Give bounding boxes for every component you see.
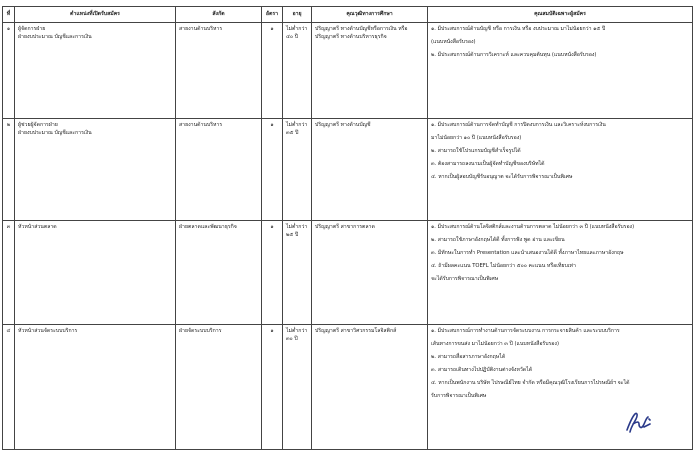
- header-age: อายุ: [283, 7, 312, 23]
- qualification-line: ๓. ต้องสามารถลงนามเป็นผู้จัดทำบัญชีของบริษัทได้: [431, 161, 545, 168]
- education-cell: [312, 221, 428, 325]
- qualifications-cell: [428, 221, 693, 325]
- qualification-line: มาไม่น้อยกว่า ๑๐ ปี (แนบหนังสือรับรอง): [431, 135, 522, 142]
- position-title: หัวหน้าส่วนตลาด: [18, 224, 57, 230]
- department-cell: สายงานด้านบริหาร: [176, 119, 262, 221]
- qualification-line: จะได้รับการพิจารณาเป็นพิเศษ: [431, 276, 499, 283]
- row-number: ๒: [3, 119, 15, 221]
- table-row: [3, 23, 693, 119]
- age-value: ๒๕ ปี: [286, 232, 299, 239]
- qualifications-cell: [428, 119, 693, 221]
- header-position: ตำแหน่งที่เปิดรับสมัคร: [15, 7, 176, 23]
- age-label: ไม่ต่ำกว่า: [286, 122, 308, 128]
- age-value: ๓๐ ปี: [286, 336, 298, 343]
- education-line: ปริญญาตรี สาขาการตลาด: [315, 224, 375, 230]
- age-cell: [283, 119, 312, 221]
- education-cell: [312, 325, 428, 450]
- age-label: ไม่ต่ำกว่า: [286, 328, 308, 334]
- qualification-line: ๑. มีประสบการณ์การทำงานด้านการจัดระบบงาน การกระจายสินค้า และระบบบริการ: [431, 328, 620, 334]
- age-value: ๓๕ ปี: [286, 130, 299, 137]
- position-cell: [15, 119, 176, 221]
- age-label: ไม่ต่ำกว่า: [286, 26, 308, 32]
- count-cell: ๑: [262, 119, 283, 221]
- age-cell: [283, 23, 312, 119]
- education-cell: [312, 23, 428, 119]
- department-cell: สายงานด้านบริหาร: [176, 23, 262, 119]
- position-division: ฝ่ายงบประมาณ บัญชีและการเงิน: [18, 34, 92, 41]
- header-no: ที่: [3, 7, 15, 23]
- qualification-line: เส้นทางการขนส่ง มาไม่น้อยกว่า ๓ ปี (แนบหนังสือรับรอง): [431, 341, 559, 348]
- header-count: อัตรา: [262, 7, 283, 23]
- count-cell: ๑: [262, 221, 283, 325]
- education-cell: [312, 119, 428, 221]
- table-row: [3, 221, 693, 325]
- age-value: ๔๐ ปี: [286, 34, 299, 41]
- education-line: ปริญญาตรี ทางด้านบัญชี: [315, 122, 371, 128]
- header-education: คุณวุฒิทางการศึกษา: [312, 7, 428, 23]
- age-label: ไม่ต่ำกว่า: [286, 224, 308, 230]
- position-cell: [15, 325, 176, 450]
- handwritten-signature: [624, 408, 654, 436]
- qualification-line: ๑. มีประสบการณ์ด้านโลจิสติกส์และงานด้านการตลาด ไม่น้อยกว่า ๓ ปี (แนบหนังสือรับรอง): [431, 224, 635, 230]
- qualification-line: ๒. สามารถใช้โปรแกรมบัญชีสำเร็จรูปได้: [431, 148, 521, 155]
- qualifications-cell: [428, 23, 693, 119]
- qualification-line: ๒. สามารถใช้ภาษาอังกฤษได้ดี ทั้งการฟัง พูด อ่าน และเขียน: [431, 237, 565, 244]
- education-line: ปริญญาตรี ทางด้านบัญชีหรือการเงิน หรือ: [315, 26, 408, 32]
- count-cell: ๑: [262, 23, 283, 119]
- qualification-line: ๑. มีประสบการณ์ด้านการจัดทำบัญชี การปิดงบการเงิน และวิเคราะห์งบการเงิน: [431, 122, 606, 128]
- qualification-line: ๑. มีประสบการณ์ด้านบัญชี หรือ การเงิน หรือ งบประมาณ มาไม่น้อยกว่า ๑๕ ปี: [431, 26, 606, 32]
- count-cell: ๑: [262, 325, 283, 450]
- header-qualifications: คุณสมบัติเฉพาะผู้สมัคร: [428, 7, 693, 23]
- department-cell: ฝ่ายจัดระบบบริการ: [176, 325, 262, 450]
- table-row: [3, 119, 693, 221]
- qualification-line: ๔. หากเป็นพนักงาน บริษัท ไปรษณีย์ไทย จำกัด หรือมีคุณวุฒิโรงเรียนการไปรษณีย์ฯ จะได้: [431, 380, 630, 387]
- position-title: ผู้จัดการฝ่าย: [18, 26, 46, 32]
- position-cell: [15, 221, 176, 325]
- table-row: [3, 325, 693, 450]
- row-number: ๓: [3, 221, 15, 325]
- qualification-line: รับการพิจารณาเป็นพิเศษ: [431, 393, 487, 400]
- department-cell: ฝ่ายตลาดและพัฒนาธุรกิจ: [176, 221, 262, 325]
- qualification-line: ๒. มีประสบการณ์ด้านการวิเคราะห์ และควบคุมต้นทุน (แนบหนังสือรับรอง): [431, 52, 597, 59]
- position-cell: [15, 23, 176, 119]
- education-line: ปริญญาตรี ทางด้านบริหารธุรกิจ: [315, 34, 387, 41]
- position-title: หัวหน้าส่วนจัดระบบบริการ: [18, 328, 78, 334]
- header-department: สังกัด: [176, 7, 262, 23]
- position-title: ผู้ช่วยผู้จัดการฝ่าย: [18, 122, 58, 128]
- age-cell: [283, 221, 312, 325]
- job-openings-table: [2, 6, 693, 450]
- position-division: ฝ่ายงบประมาณ บัญชีและการเงิน: [18, 130, 92, 137]
- qualification-line: ๔. ถ้ามีผลคะแนน TOEFL ไม่น้อยกว่า ๕๐๐ คะแนน หรือเทียบเท่า: [431, 263, 576, 270]
- qualification-line: ๓. มีทักษะในการทำ Presentation และนำเสนองานได้ดี ทั้งภาษาไทยและภาษาอังกฤษ: [431, 250, 624, 257]
- qualification-line: ๓. สามารถเดินทางไปปฏิบัติงานต่างจังหวัดได้: [431, 367, 533, 374]
- age-cell: [283, 325, 312, 450]
- row-number: ๔: [3, 325, 15, 450]
- education-line: ปริญญาตรี สาขาวิศวกรรมโลจิสติกส์: [315, 328, 397, 334]
- table-header-row: [3, 7, 693, 23]
- qualification-line: ๒. สามารถสื่อสารภาษาอังกฤษได้: [431, 354, 506, 361]
- row-number: ๑: [3, 23, 15, 119]
- qualification-line: (แนบหนังสือรับรอง): [431, 39, 476, 46]
- qualification-line: ๔. หากเป็นผู้สอบบัญชีรับอนุญาต จะได้รับการพิจารณาเป็นพิเศษ: [431, 174, 573, 181]
